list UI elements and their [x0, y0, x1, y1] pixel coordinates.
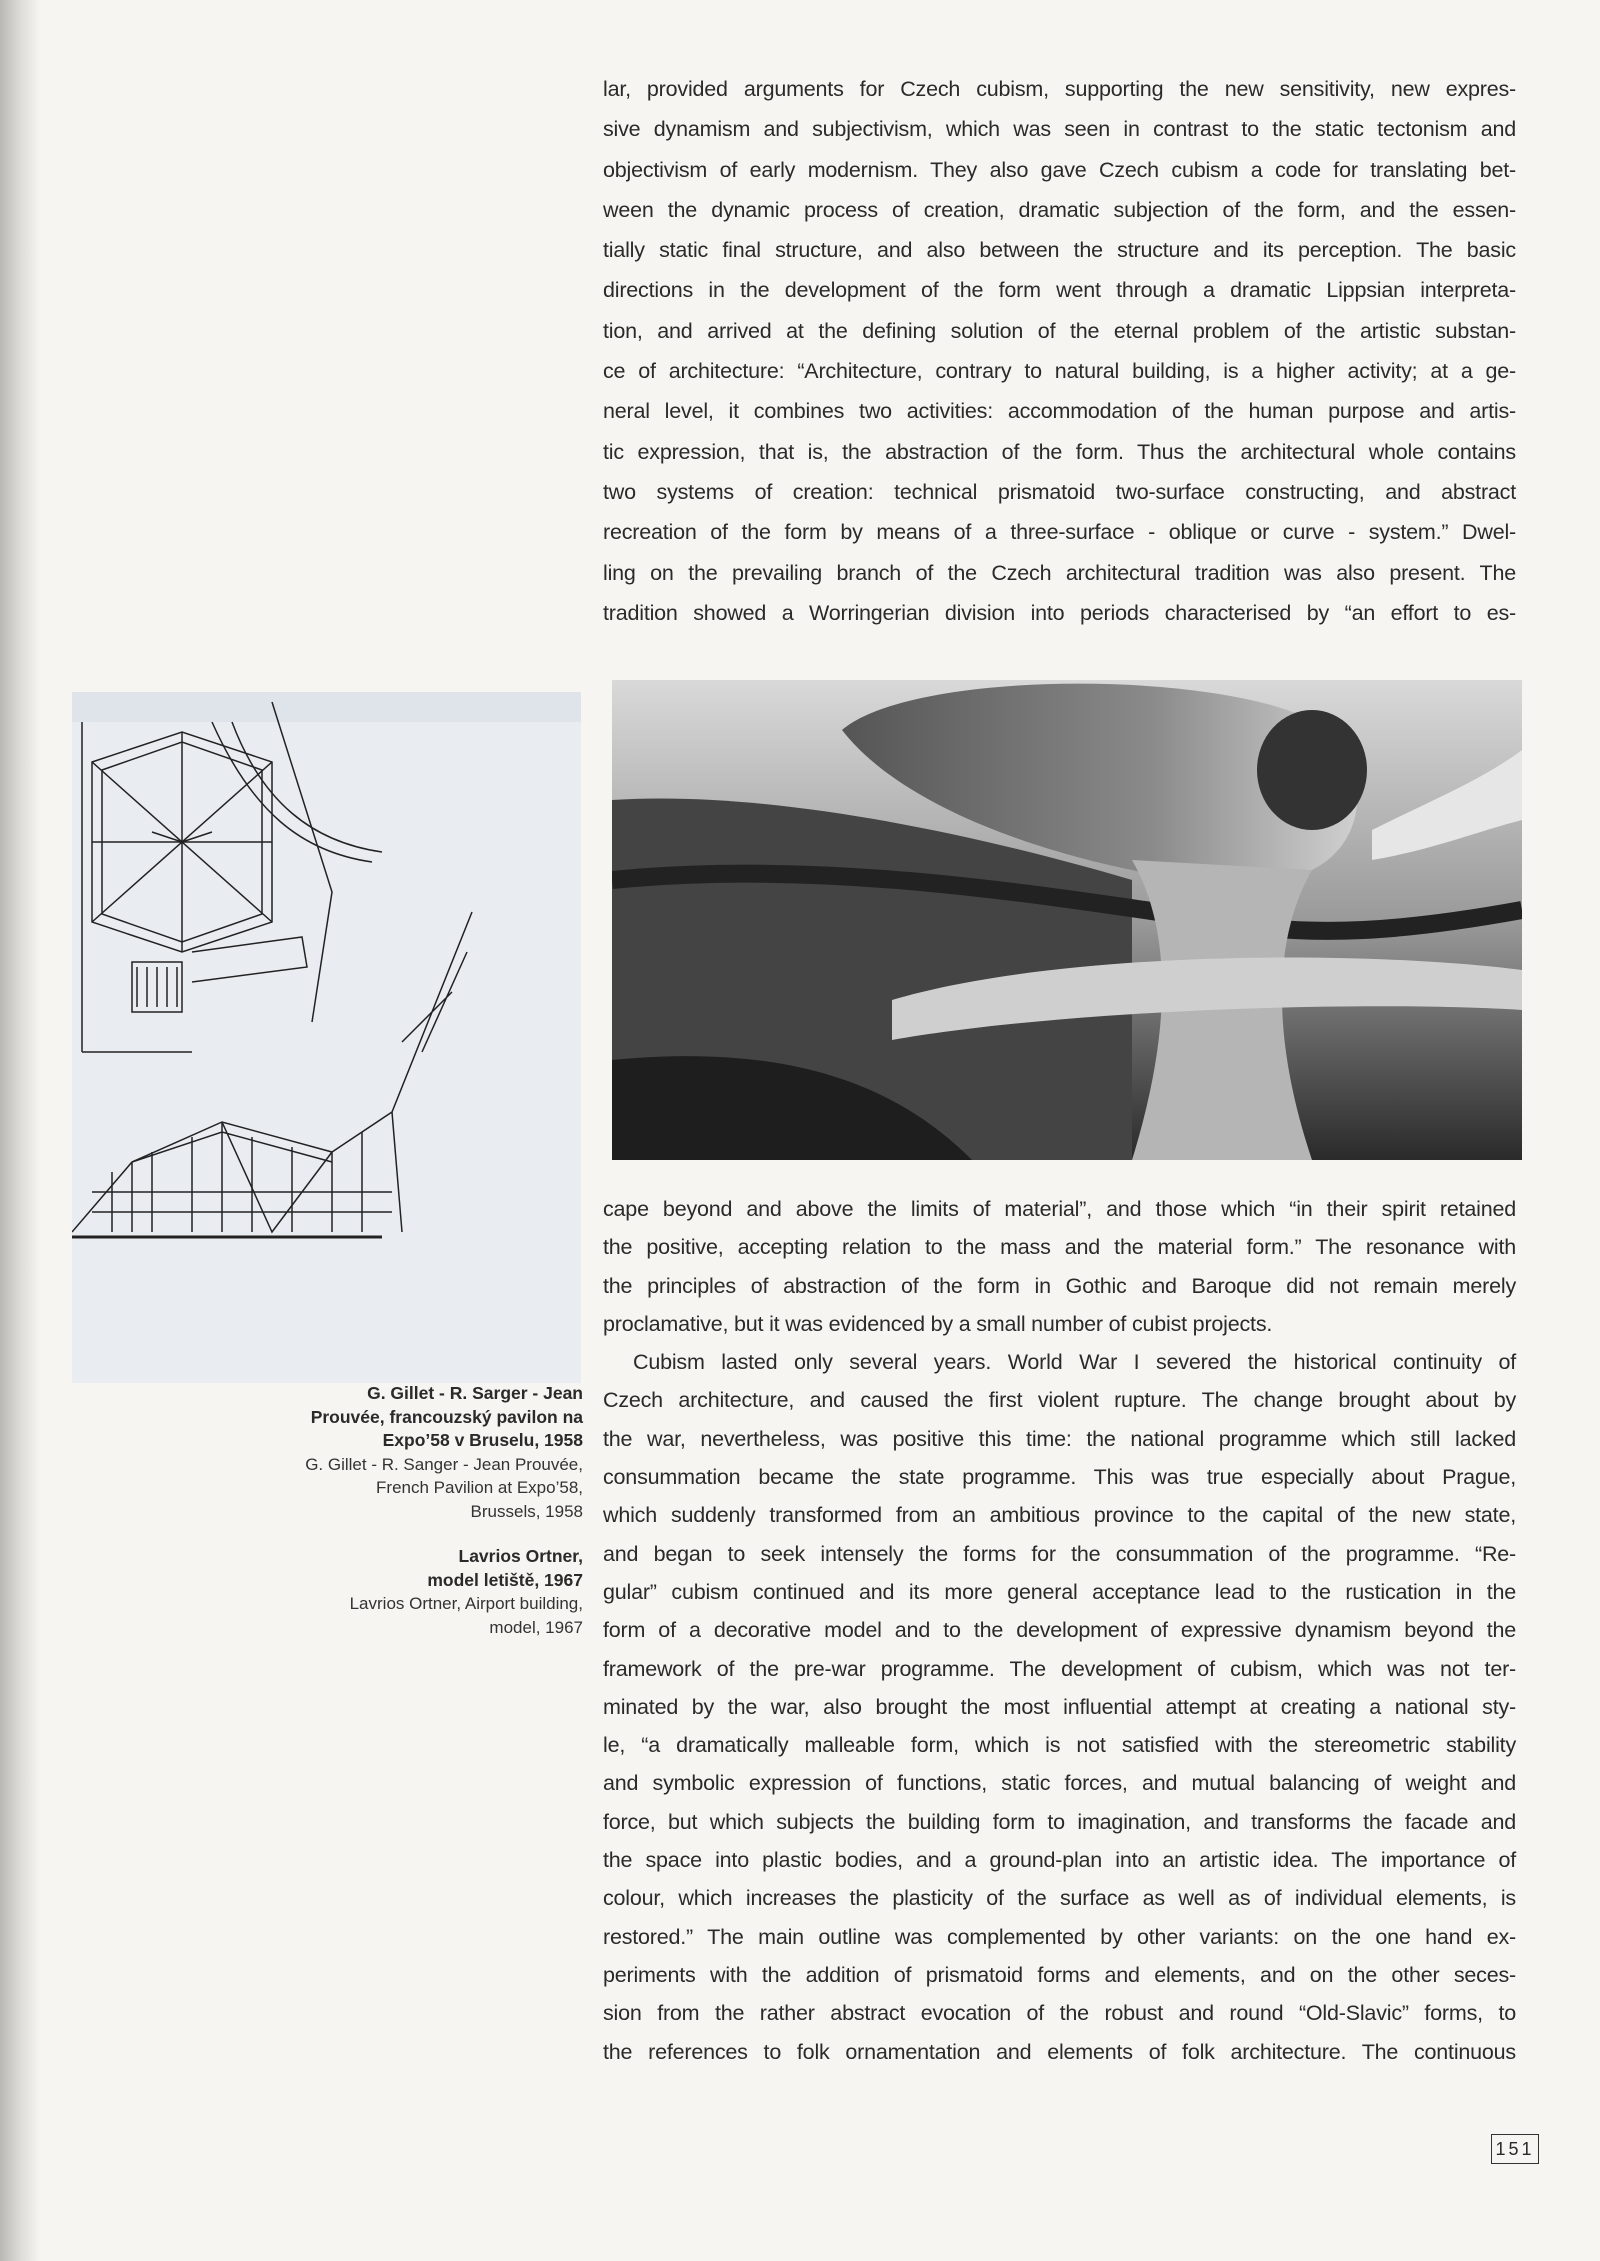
text-line: directions in the development of the form went through a dramatic Lippsian interpreta-: [603, 278, 1516, 303]
text-line: lar, provided arguments for Czech cubism, supporting the new sensitivity, new expres-: [603, 77, 1516, 101]
text-line: framework of the pre-war programme. The development of cubism, which was not ter-: [603, 1656, 1516, 1681]
caption-french-pavilion: [250, 1382, 583, 1523]
french-pavilion-drawing: [72, 692, 581, 1383]
airport-model-photo: [612, 680, 1522, 1160]
page-gutter-shadow: [0, 0, 40, 2261]
page-number: 151: [1491, 2134, 1539, 2164]
text-line: consummation became the state programme. This was true especially about Prague,: [603, 1465, 1516, 1490]
text-line: cape beyond and above the limits of material”, and those which “in their spirit retained: [603, 1197, 1516, 1221]
caption-line: Lavrios Ortner, Airport building,: [349, 1594, 583, 1613]
text-line: and symbolic expression of functions, static forces, and mutual balancing of weight and: [603, 1771, 1516, 1796]
text-line: the positive, accepting relation to the mass and the material form.” The resonance with: [603, 1235, 1516, 1260]
text-line: sion from the rather abstract evocation of the robust and round “Old-Slavic” forms, to: [603, 2001, 1516, 2026]
text-line: which suddenly transformed from an ambitious province to the capital of the new state,: [603, 1503, 1516, 1528]
text-line: the space into plastic bodies, and a ground-plan into an artistic idea. The importance of: [603, 1848, 1516, 1873]
text-line: recreation of the form by means of a three-surface - oblique or curve - system.” Dwel-: [603, 520, 1516, 545]
caption-line: Lavrios Ortner,: [458, 1546, 583, 1566]
text-line: restored.” The main outline was complemented by other variants: on the one hand ex-: [603, 1924, 1516, 1949]
text-line: ling on the prevailing branch of the Czech architectural tradition was also present. The: [603, 560, 1516, 585]
text-line: proclamative, but it was evidenced by a small number of cubist projects.: [603, 1311, 1273, 1336]
caption-czech: [250, 1545, 583, 1592]
caption-airport-model: [250, 1545, 583, 1639]
text-line: colour, which increases the plasticity of the surface as well as of individual elements, is: [603, 1886, 1516, 1911]
caption-line: French Pavilion at Expo’58,: [376, 1478, 583, 1497]
text-line: the principles of abstraction of the form in Gothic and Baroque did not remain merely: [603, 1273, 1516, 1298]
text-line: tic expression, that is, the abstraction of the form. Thus the architectural whole contains: [603, 439, 1516, 464]
caption-line: model letiště, 1967: [427, 1569, 583, 1590]
text-line: periments with the addition of prismatoid forms and elements, and on the other seces-: [603, 1962, 1516, 1987]
caption-line: G. Gillet - R. Sanger - Jean Prouvée,: [305, 1454, 583, 1474]
text-line: gular” cubism continued and its more general acceptance lead to the rustication in the: [603, 1579, 1516, 1604]
caption-line: G. Gillet - R. Sarger - Jean: [367, 1383, 583, 1403]
text-line: ween the dynamic process of creation, dramatic subjection of the form, and the essen-: [603, 197, 1516, 222]
text-line: objectivism of early modernism. They also gave Czech cubism a code for translating bet-: [603, 157, 1516, 182]
caption-line: Brussels, 1958: [470, 1501, 583, 1521]
body-text-top: [603, 69, 1516, 633]
text-line: tially static final structure, and also between the structure and its perception. The basic: [603, 238, 1516, 263]
text-line: tradition showed a Worringerian division into periods characterised by “an effort to es-: [603, 600, 1516, 625]
text-line: the references to folk ornamentation and elements of folk architecture. The continuous: [603, 2039, 1516, 2064]
text-line: le, “a dramatically malleable form, which is not satisfied with the stereometric stability: [603, 1733, 1516, 1758]
caption-line: Expo’58 v Bruselu, 1958: [382, 1430, 583, 1450]
caption-english: [250, 1453, 583, 1524]
caption-czech: [250, 1382, 583, 1453]
text-line: minated by the war, also brought the most influential attempt at creating a national sty-: [603, 1694, 1516, 1719]
text-line: and began to seek intensely the forms for the consummation of the programme. “Re-: [603, 1541, 1516, 1566]
text-line: sive dynamism and subjectivism, which was seen in contrast to the static tectonism and: [603, 117, 1516, 142]
text-line: form of a decorative model and to the development of expressive dynamism beyond the: [603, 1618, 1516, 1643]
text-line: neral level, it combines two activities: accommodation of the human purpose and artis-: [603, 399, 1516, 424]
text-line: Cubism lasted only several years. World War I severed the historical continuity of: [633, 1350, 1516, 1375]
figure-captions: [250, 1382, 583, 1661]
text-line: tion, and arrived at the defining solution of the eternal problem of the artistic substan-: [603, 318, 1516, 343]
text-line: force, but which subjects the building form to imagination, and transforms the facade and: [603, 1809, 1516, 1834]
text-line: the war, nevertheless, was positive this time: the national programme which still lacked: [603, 1426, 1516, 1451]
caption-line: model, 1967: [489, 1617, 583, 1637]
text-line: ce of architecture: “Architecture, contrary to natural building, is a higher activity; at a ge-: [603, 359, 1516, 384]
text-line: Czech architecture, and caused the first violent rupture. The change brought about by: [603, 1388, 1516, 1413]
caption-line: Prouvée, francouzský pavilon na: [310, 1406, 583, 1427]
body-text-bottom: [603, 1190, 1516, 2071]
text-line: two systems of creation: technical prismatoid two-surface constructing, and abstract: [603, 479, 1516, 504]
caption-english: [250, 1592, 583, 1639]
